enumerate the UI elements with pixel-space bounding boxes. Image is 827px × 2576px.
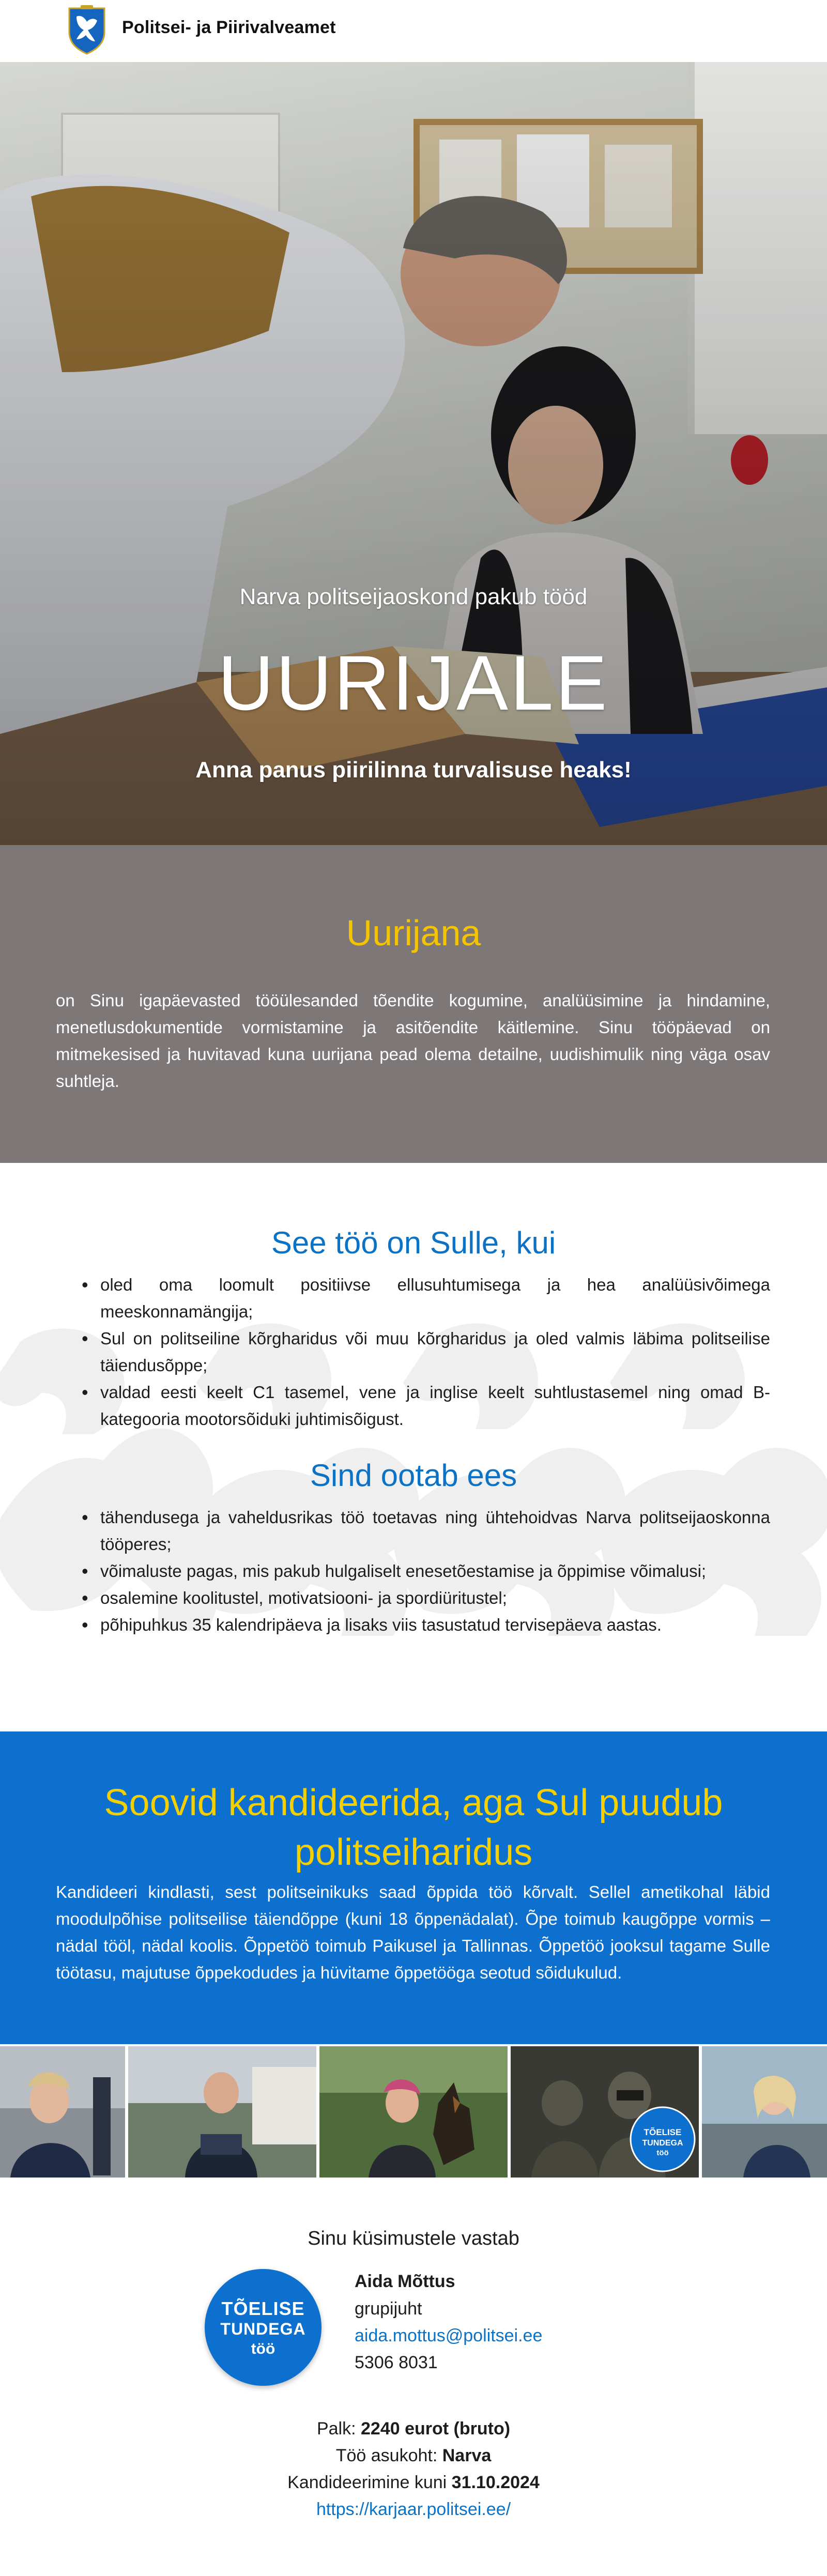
deadline-line: [0, 2473, 827, 2493]
photo-badge-line1: TÕELISE: [644, 2127, 682, 2137]
intro-section: [0, 845, 827, 1163]
toelise-tundega-badge: [205, 2269, 321, 2386]
deadline-value: 31.10.2024: [451, 2473, 540, 2492]
contact-name: Aida Mõttus: [355, 2272, 455, 2291]
contact-heading: Sinu küsimustele vastab: [308, 2228, 519, 2249]
photo-officer-blonde: [702, 2046, 827, 2178]
location-value: Narva: [442, 2446, 492, 2465]
list-item: • võimaluste pagas, mis pakub hulgaliselt enesetõestamise ja õppimise võimalusi;: [78, 1558, 770, 1585]
list-item: • põhipuhkus 35 kalendripäeva ja lisaks viis tasustatud tervisepäeva aastas.: [78, 1612, 770, 1638]
requirements-section: [0, 1163, 827, 1731]
offers-list: [78, 1504, 770, 1638]
intro-text: on Sinu igapäevasted tööülesanded tõendite kogumine, analüüsimine ja hindamine, menetlusdokumentide vormistamine ja asitõendite käitlemine. Sinu tööpäevad on mitmekesised ja huvitavad kuna uurijana pead olema detailne, uudishimulik ning väga osav suhtleja.: [56, 991, 770, 1091]
hero-pre-title: Narva politseijaoskond pakub tööd: [239, 584, 588, 609]
requirements-heading: See töö on Sulle, kui: [271, 1225, 556, 1260]
hero-banner: [0, 62, 827, 845]
salary-label: Palk:: [316, 2419, 361, 2439]
photo-badge-line2: TUNDEGA: [642, 2139, 683, 2148]
badge-line3: töö: [251, 2340, 275, 2357]
contact-email-link[interactable]: aida.mottus@politsei.ee: [355, 2326, 543, 2345]
hero-title: UURIJALE: [218, 639, 609, 726]
requirements-list: [78, 1271, 770, 1433]
salary-value: 2240 eurot (bruto): [361, 2419, 511, 2439]
list-item: • valdad eesti keelt C1 tasemel, vene ja inglise keelt suhtlustasemel ning omad B-kategooria mootorsõiduki juhtimisõigust.: [78, 1379, 770, 1433]
photo-officer-woman: [0, 2046, 125, 2178]
list-item: • oled oma loomult positiivse ellusuhtumisega ja hea analüüsivõimega meeskonnamängija;: [78, 1271, 770, 1325]
hero-subtitle: Anna panus piirilinna turvalisuse heaks!: [195, 757, 632, 783]
photo-officer-man: [128, 2046, 316, 2178]
badge-line2: TUNDEGA: [220, 2320, 306, 2338]
top-bar: [0, 0, 827, 62]
list-item: • osalemine koolitustel, motivatsiooni- ja spordiüritustel;: [78, 1585, 770, 1612]
location-label: Töö asukoht:: [335, 2446, 442, 2465]
deadline-label: Kandideerimine kuni: [287, 2473, 452, 2492]
contact-role: grupijuht: [355, 2299, 422, 2319]
photo-badge-line3: töö: [656, 2149, 669, 2157]
list-item: • tähendusega ja vaheldusrikas töö toetavas ning ühtehoidvas Narva politseijaoskonna tööperes;: [78, 1504, 770, 1558]
career-site-link[interactable]: https://karjaar.politsei.ee/: [316, 2500, 511, 2519]
photo-strip: [0, 2044, 827, 2180]
apply-heading-line1: Soovid kandideerida, aga Sul puudub: [104, 1782, 723, 1823]
photo-officer-with-dog: [319, 2046, 508, 2178]
list-item: • Sul on politseiline kõrgharidus või muu kõrgharidus ja oled valmis läbima politseilise täiendusõppe;: [78, 1325, 770, 1379]
apply-text: Kandideeri kindlasti, sest politseinikuks saad õppida töö kõrvalt. Sellel ametikohal läbid moodulpõhise politseilise täiendõppe (kuni 18 õppenädalat). Õpe toimub kaugõppe vormis – nädal tööl, nädal koolis. Õppetöö toimub Paikusel ja Tallinnas. Õppetöö jooksul tagame Sulle töötasu, majutuse õppekodudes ja hüvitame õppetööga seotud sõidukulud.: [56, 1882, 770, 1982]
organization-name: Politsei- ja Piirivalveamet: [122, 18, 336, 37]
apply-section: [0, 1731, 827, 2044]
offers-heading: Sind ootab ees: [310, 1458, 517, 1493]
badge-line1: TÕELISE: [221, 2298, 305, 2319]
location-line: [0, 2446, 827, 2466]
career-link-line: [0, 2500, 827, 2520]
photo-special-forces: [511, 2046, 699, 2178]
apply-heading-line2: politseiharidus: [294, 1832, 533, 1873]
salary-line: [0, 2419, 827, 2439]
apply-heading: [0, 1778, 827, 1877]
police-crest-logo[interactable]: [67, 5, 106, 55]
intro-heading: Uurijana: [346, 913, 481, 953]
contact-phone: 5306 8031: [355, 2353, 438, 2372]
